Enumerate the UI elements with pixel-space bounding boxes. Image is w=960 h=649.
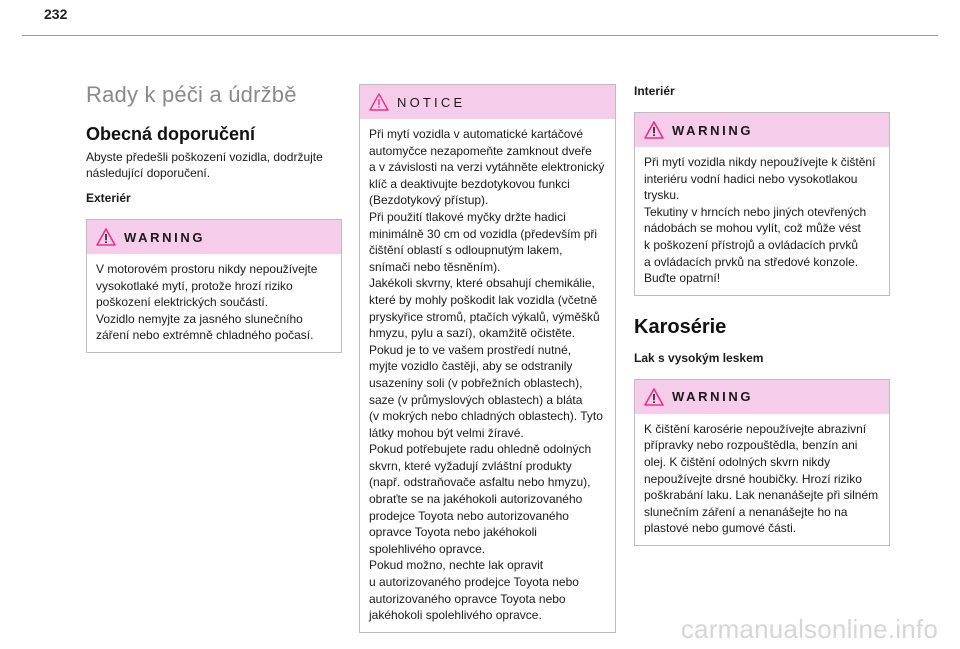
warning-label: WARNING xyxy=(672,389,754,405)
interior-label: Interiér xyxy=(634,84,675,98)
warning-label: WARNING xyxy=(124,229,206,245)
warning-header xyxy=(635,380,889,414)
heading-body: Karosérie xyxy=(634,315,727,338)
exterior-label: Exteriér xyxy=(86,191,131,205)
intro-text: Abyste předešli poškození vozidla, dodržujte následující doporučení. xyxy=(86,150,323,180)
warning-box-interior xyxy=(634,112,890,296)
notice-label: NOTICE xyxy=(397,94,466,110)
warning-box-body xyxy=(634,379,890,546)
warning-text: Při mytí vozidla nikdy nepoužívejte k čištění interiéru vodní hadici nebo vysokotlakou trysku. Tekutiny v hrncích nebo jiných otevřených nádobách se mohou vylít, což může vést k poškození přístrojů a ovládacích prvků a ovládacích prvků na středové konzole. Buďte opatrní! xyxy=(644,155,876,286)
top-divider xyxy=(22,35,938,36)
column-right xyxy=(634,84,890,546)
notice-box xyxy=(359,84,616,633)
warning-label: WARNING xyxy=(672,122,754,138)
column-middle xyxy=(359,84,616,633)
notice-header xyxy=(360,85,615,119)
warning-box-exterior xyxy=(86,219,342,353)
warning-text: K čištění karosérie nepoužívejte abrazivní přípravky nebo rozpouštědla, benzín ani olej. K čištění odolných skvrn nikdy nepoužívejte drsné houbičky. Hrozí riziko poškrabání laku. Lak nenanášejte při silném slunečním záření a nenanášejte ho na plastové nebo gumové části. xyxy=(644,421,879,536)
column-left xyxy=(86,82,342,353)
warning-header xyxy=(87,220,341,254)
warning-triangle-icon xyxy=(644,388,664,406)
warning-header xyxy=(635,113,889,147)
heading-general-recommendations: Obecná doporučení xyxy=(86,124,256,144)
warning-triangle-icon xyxy=(96,228,116,246)
warning-text: V motorovém prostoru nikdy nepoužívejte vysokotlaké mytí, protože hrozí riziko poškození elektrických součástí. Vozidlo nemyjte za jasného slunečního záření nebo extrémně chladného počasí. xyxy=(96,262,318,343)
section-title: Rady k péči a údržbě xyxy=(86,82,297,107)
notice-text: Při mytí vozidla v automatické kartáčové automyčce nezapomeňte zamknout dveře a v závislosti na verzi vytáhněte elektronický klíč a deaktivujte bezdotykovou funkci (Bezdotykový přístup). Při použití tlakové myčky držte hadici minimálně 30 cm od vozidla (především při čištění oblastí s odloupnutým lakem, snímači nebo těsněním). Jakékoli skvrny, které obsahují chemikálie, které by mohly poškodit lak vozidla (včetně pryskyřice stromů, ptačích výkalů, výměšků hmyzu, pylu a sazí), okamžitě očistěte. Pokud je to ve vašem prostředí nutné, myjte vozidlo častěji, aby se odstranily usazeniny soli (v pobřežních oblastech), saze (v průmyslových oblastech) a bláta (v mokrých nebo chladných oblastech). Tyto látky mohou být velmi žíravé. Pokud potřebujete radu ohledně odolných skvrn, které vyžadují zvláštní produkty (např. odstraňovače asfaltu nebo hmyzu), obraťte se na jakéhokoli autorizovaného prodejce Toyota nebo autorizovaného opravce Toyota nebo jakéhokoli spolehlivého opravce. Pokud možno, nechte lak opravit u autorizovaného prodejce Toyota nebo autorizovaného opravce Toyota nebo jakéhokoli spolehlivého opravce. xyxy=(369,127,605,623)
watermark: carmanualsonline.info xyxy=(680,614,938,644)
warning-triangle-icon xyxy=(644,121,664,139)
notice-triangle-icon xyxy=(369,93,389,111)
page-number: 232 xyxy=(44,6,68,22)
gloss-label: Lak s vysokým leskem xyxy=(634,350,764,365)
